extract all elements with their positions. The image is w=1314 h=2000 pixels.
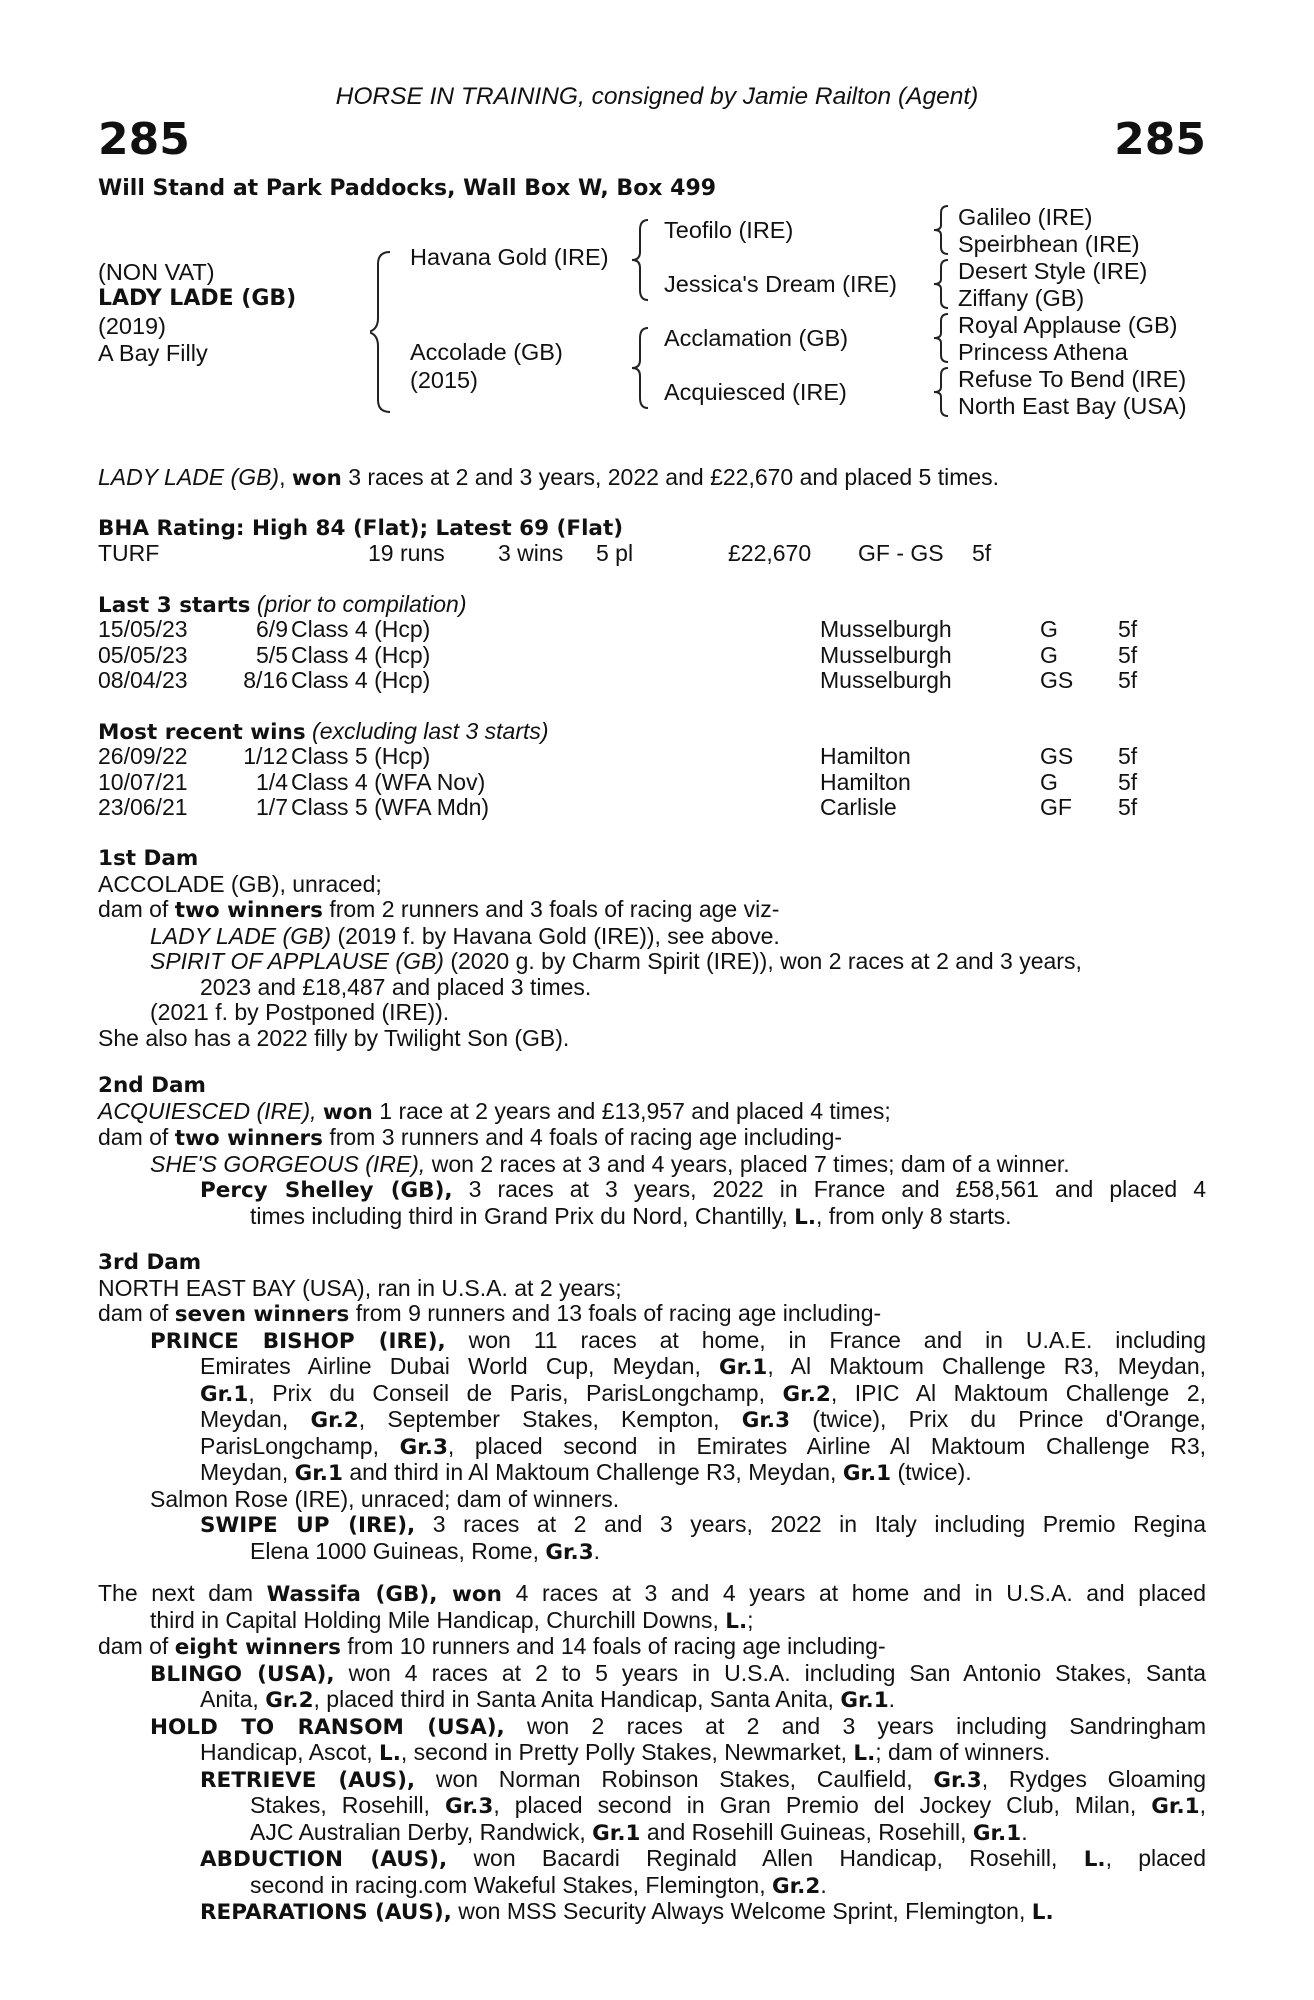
gsire-2: Desert Style (IRE) (958, 258, 1148, 284)
first-dam-heading: 1st Dam (98, 846, 199, 871)
abduction-line1: ABDUCTION (AUS), won Bacardi Reginald Allen Handicap, Rosehill, L., placed (200, 1845, 1207, 1872)
recent-win-dist: 5f (1118, 743, 1138, 769)
recent-win-course: Carlisle (820, 794, 897, 820)
last-starts-table (98, 617, 1206, 694)
lot-number-left: 285 (98, 114, 190, 165)
recent-win-date: 10/07/21 (98, 768, 188, 795)
last-start-date: 05/05/23 (98, 641, 188, 668)
first-dam-line4: SPIRIT OF APPLAUSE (GB) (2020 g. by Charm Spirit (IRE)), won 2 races at 2 and 3 years, (150, 948, 1082, 974)
recent-win-row (98, 770, 1206, 796)
recent-win-dist: 5f (1118, 794, 1138, 820)
second-dam-section (98, 1073, 1206, 1230)
prince-bishop-line2: Emirates Airline Dubai World Cup, Meydan, Gr.1, Al Maktoum Challenge R3, Meydan, (200, 1353, 1206, 1380)
first-dam-line2: dam of two winners from 2 runners and 3 foals of racing age viz- (98, 896, 780, 923)
last-start-dist: 5f (1118, 616, 1138, 642)
sire: Havana Gold (IRE) (410, 244, 609, 270)
consignment-line: HORSE IN TRAINING, consigned by Jamie Railton (Agent) (335, 83, 979, 110)
recent-win-going: GF (1040, 794, 1072, 820)
swipe-up-line2: Elena 1000 Guineas, Rome, Gr.3. (250, 1537, 601, 1565)
dam-sire: Acclamation (GB) (664, 325, 849, 351)
turf-going: GF - GS (858, 540, 944, 566)
last-start-date: 08/04/23 (98, 667, 188, 693)
last-start-row (98, 617, 1206, 643)
first-dam-section (98, 846, 1206, 1051)
prince-bishop-line1: PRINCE BISHOP (IRE), won 11 races at home, in France and in U.A.E. including (150, 1326, 1207, 1354)
brace-g4 (934, 366, 954, 418)
recent-win-course: Hamilton (820, 768, 911, 795)
gdam-2: Ziffany (GB) (958, 285, 1085, 311)
recent-wins-note: (excluding last 3 starts) (312, 718, 549, 744)
first-dam-line5: 2023 and £18,487 and placed 3 times. (200, 973, 592, 1000)
last-start-class: Class 4 (Hcp) (291, 641, 431, 668)
last-start-course: Musselburgh (820, 616, 952, 642)
recent-win-going: GS (1040, 743, 1074, 769)
brace-g2 (934, 258, 954, 310)
bha-rating: BHA Rating: High 84 (Flat); Latest 69 (Flat) (98, 516, 624, 541)
recent-win-row (98, 795, 1206, 821)
recent-win-pos: 1/7 (256, 794, 288, 820)
turf-runs: 19 runs (368, 540, 445, 566)
second-dam-line4: Percy Shelley (GB), 3 races at 3 years, 2022 in France and £58,561 and placed 4 (200, 1176, 1206, 1203)
recent-win-date: 26/09/22 (98, 743, 188, 769)
first-dam-line3: LADY LADE (GB) (2019 f. by Havana Gold (IRE)), see above. (150, 922, 780, 949)
prince-bishop-line5: ParisLongchamp, Gr.3, placed second in Emirates Airline Al Maktoum Challenge R3, (200, 1432, 1206, 1460)
first-dam-line6: (2021 f. by Postponed (IRE)). (150, 999, 450, 1025)
first-dam-line1: ACCOLADE (GB), unraced; (98, 870, 382, 897)
turf-wins: 3 wins (498, 540, 564, 566)
summary-text: 3 races at 2 and 3 years, 2022 and £22,670 and placed 5 times. (348, 464, 1000, 490)
second-dam-line3: SHE'S GORGEOUS (IRE), won 2 races at 3 and 4 years, placed 7 times; dam of a winner. (150, 1150, 1070, 1177)
turf-placed: 5 pl (596, 540, 634, 566)
gdam-1: Speirbhean (IRE) (958, 231, 1140, 257)
summary-horse-name: LADY LADE (GB) (98, 464, 280, 490)
turf-prize: £22,670 (728, 540, 812, 566)
last-start-pos: 6/9 (256, 616, 288, 642)
gdam-4: North East Bay (USA) (958, 393, 1187, 419)
abduction-line2: second in racing.com Wakeful Stakes, Flemington, Gr.2. (250, 1871, 827, 1899)
last-starts-note: (prior to compilation) (256, 591, 467, 617)
recent-win-pos: 1/4 (256, 768, 288, 795)
last-start-pos: 5/5 (256, 641, 288, 668)
dam-year: (2015) (410, 367, 478, 393)
last-start-going: GS (1040, 667, 1074, 693)
turf-distance: 5f (972, 540, 992, 566)
dam-dam: Acquiesced (IRE) (664, 379, 847, 405)
brace-g3 (934, 312, 954, 364)
recent-win-class: Class 5 (WFA Mdn) (291, 794, 490, 820)
prince-bishop-line3: Gr.1, Prix du Conseil de Paris, ParisLongchamp, Gr.2, IPIC Al Maktoum Challenge 2, (200, 1379, 1206, 1407)
next-dam-line3: dam of eight winners from 10 runners and 14 foals of racing age including- (98, 1633, 886, 1660)
last-start-pos: 8/16 (243, 667, 288, 693)
last-start-date: 15/05/23 (98, 616, 188, 642)
sire-sire: Teofilo (IRE) (664, 217, 794, 243)
recent-win-course: Hamilton (820, 743, 911, 769)
brace-parents (370, 250, 400, 415)
third-dam-heading: 3rd Dam (98, 1250, 202, 1275)
second-dam-line2: dam of two winners from 3 runners and 4 foals of racing age including- (98, 1124, 843, 1151)
brace-dam (632, 326, 654, 410)
sire-dam: Jessica's Dream (IRE) (664, 271, 897, 297)
third-dam-line1: NORTH EAST BAY (USA), ran in U.S.A. at 2 years; (98, 1274, 622, 1301)
last-start-class: Class 4 (Hcp) (291, 616, 431, 642)
last-start-row (98, 668, 1206, 694)
turf-record (98, 541, 1206, 567)
last-start-going: G (1040, 641, 1058, 668)
retrieve-line1: RETRIEVE (AUS), won Norman Robinson Stakes, Caulfield, Gr.3, Rydges Gloaming (200, 1765, 1207, 1793)
next-dam-line1: The next dam Wassifa (GB), won 4 races at 3 and 4 years at home and in U.S.A. and placed (98, 1580, 1207, 1607)
second-dam-line1: ACQUIESCED (IRE), won 1 race at 2 years and £13,957 and placed 4 times; (98, 1097, 891, 1125)
recent-wins-title: Most recent wins (98, 720, 306, 745)
last-starts-heading (98, 592, 467, 619)
prince-bishop-line6: Meydan, Gr.1 and third in Al Maktoum Challenge R3, Meydan, Gr.1 (twice). (200, 1459, 972, 1486)
recent-win-going: G (1040, 768, 1058, 795)
second-dam-heading: 2nd Dam (98, 1073, 206, 1098)
first-dam-line7: She also has a 2022 filly by Twilight Son (GB). (98, 1024, 570, 1051)
retrieve-line2: Stakes, Rosehill, Gr.3, placed second in Gran Premio del Jockey Club, Milan, Gr.1, (250, 1792, 1206, 1819)
next-dam-section (98, 1581, 1206, 1926)
recent-wins-table (98, 744, 1206, 821)
last-start-row (98, 643, 1206, 669)
retrieve-line3: AJC Australian Derby, Randwick, Gr.1 and Rosehill Guineas, Rosehill, Gr.1. (250, 1818, 1028, 1846)
gsire-4: Refuse To Bend (IRE) (958, 366, 1187, 392)
last-start-dist: 5f (1118, 641, 1138, 668)
prince-bishop-line4: Meydan, Gr.2, September Stakes, Kempton, Gr.3 (twice), Prix du Prince d'Orange, (200, 1406, 1207, 1433)
horse-year: (2019) (98, 313, 166, 339)
race-summary: LADY LADE (GB), won 3 races at 2 and 3 years, 2022 and £22,670 and placed 5 times. (98, 464, 1000, 491)
next-dam-line2: third in Capital Holding Mile Handicap, Churchill Downs, L.; (150, 1606, 754, 1634)
second-dam-line5: times including third in Grand Prix du Nord, Chantilly, L., from only 8 starts. (250, 1202, 1012, 1230)
recent-wins-heading (98, 719, 549, 746)
gsire-3: Royal Applause (GB) (958, 312, 1178, 338)
salmon-rose-line: Salmon Rose (IRE), unraced; dam of winners. (150, 1485, 620, 1512)
third-dam-section (98, 1250, 1206, 1565)
summary-won: won (291, 466, 342, 491)
brace-g1 (934, 204, 954, 256)
last-start-dist: 5f (1118, 667, 1138, 693)
last-start-course: Musselburgh (820, 641, 952, 668)
blingo-line1: BLINGO (USA), won 4 races at 2 to 5 years in U.S.A. including San Antonio Stakes, Santa (150, 1659, 1206, 1687)
recent-win-row (98, 744, 1206, 770)
last-start-course: Musselburgh (820, 667, 952, 693)
hold-to-ransom-line2: Handicap, Ascot, L., second in Pretty Polly Stakes, Newmarket, L.; dam of winners. (200, 1739, 1051, 1766)
swipe-up-line1: SWIPE UP (IRE), 3 races at 2 and 3 years, 2022 in Italy including Premio Regina (200, 1511, 1206, 1538)
horse-description: A Bay Filly (98, 340, 208, 366)
gsire-1: Galileo (IRE) (958, 204, 1093, 230)
recent-win-class: Class 5 (Hcp) (291, 743, 431, 769)
recent-win-dist: 5f (1118, 768, 1138, 795)
stand-location: Will Stand at Park Paddocks, Wall Box W, Box 499 (98, 176, 717, 201)
brace-sire (632, 218, 654, 302)
dam: Accolade (GB) (410, 339, 563, 365)
turf-label: TURF (98, 540, 160, 566)
gdam-3: Princess Athena (958, 339, 1128, 365)
recent-win-date: 23/06/21 (98, 794, 188, 820)
lot-number-right: 285 (1114, 114, 1206, 165)
recent-win-class: Class 4 (WFA Nov) (291, 768, 486, 795)
blingo-line2: Anita, Gr.2, placed third in Santa Anita Handicap, Santa Anita, Gr.1. (200, 1686, 896, 1713)
last-starts-title: Last 3 starts (98, 593, 251, 618)
vat-status: (NON VAT) (98, 259, 215, 285)
last-start-going: G (1040, 616, 1058, 642)
third-dam-line2: dam of seven winners from 9 runners and 13 foals of racing age including- (98, 1300, 882, 1327)
reparations-line: REPARATIONS (AUS), won MSS Security Always Welcome Sprint, Flemington, L. (200, 1898, 1054, 1925)
horse-name: LADY LADE (GB) (98, 286, 297, 311)
last-start-class: Class 4 (Hcp) (291, 667, 431, 693)
hold-to-ransom-line1: HOLD TO RANSOM (USA), won 2 races at 2 and 3 years including Sandringham (150, 1712, 1207, 1740)
recent-win-pos: 1/12 (243, 743, 288, 769)
